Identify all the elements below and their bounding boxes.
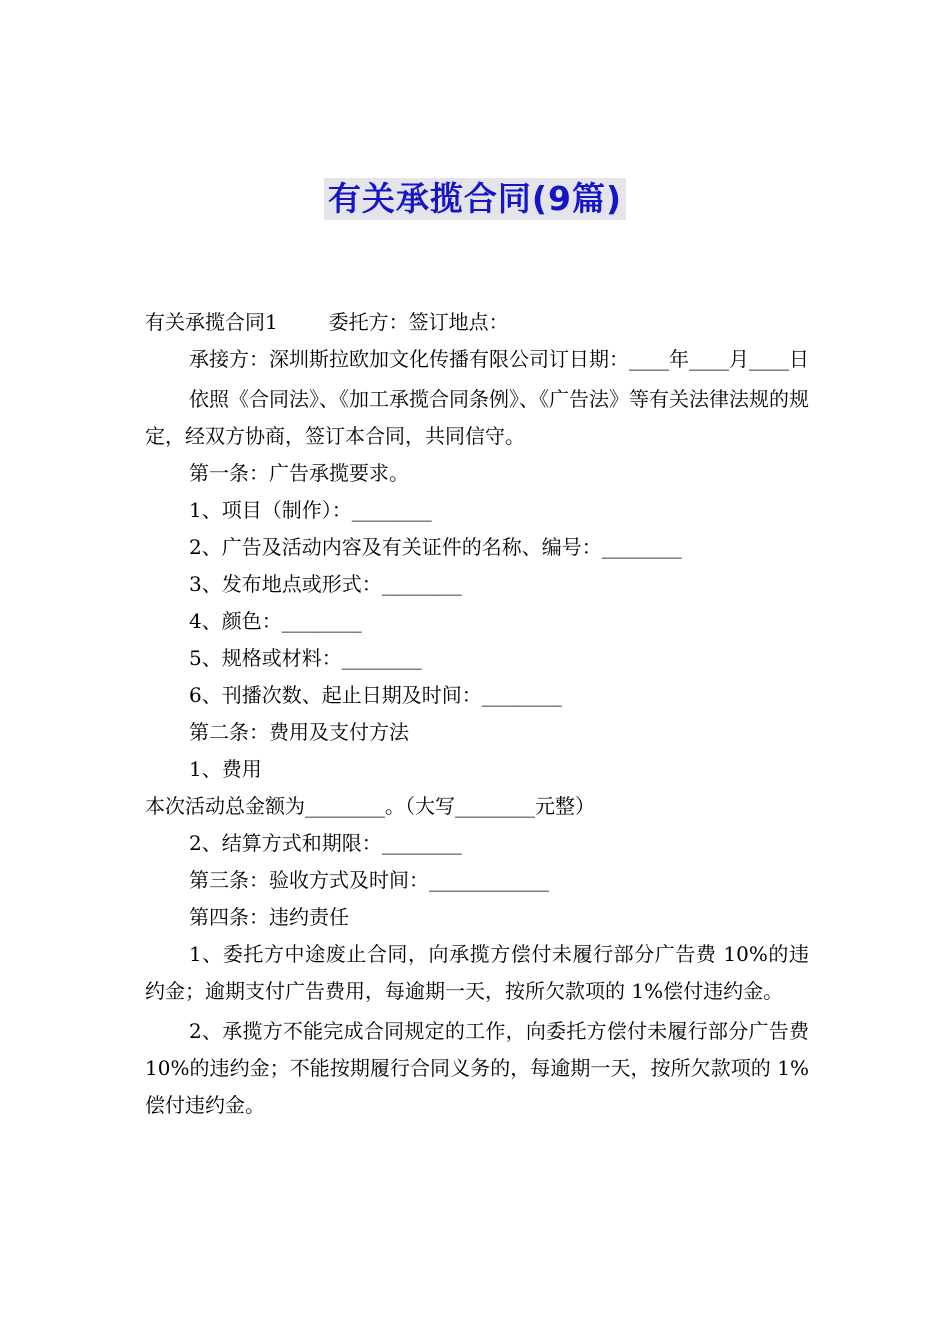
paragraph: 有关承揽合同1 委托方：签订地点：	[145, 310, 509, 334]
paragraph: 本次活动总金额为________。（大写________元整）	[145, 794, 595, 818]
list-item: 3、发布地点或形式：________	[189, 572, 462, 596]
list-item: 1、项目（制作）：________	[189, 498, 432, 522]
section-heading: 第四条：违约责任	[189, 905, 349, 929]
document-title: 有关承揽合同(9篇)	[324, 178, 626, 220]
list-item: 4、颜色：________	[189, 609, 362, 633]
paragraph: 依照《合同法》、《加工承揽合同条例》、《广告法》等有关法律法规的规定，经双方协商，签订本合同，共同信守。	[145, 387, 809, 448]
list-item: 5、规格或材料：________	[189, 646, 422, 670]
list-item: 6、刊播次数、起止日期及时间：________	[189, 683, 562, 707]
list-item: 2、结算方式和期限：________	[189, 831, 462, 855]
section-heading: 第三条：验收方式及时间：____________	[189, 868, 549, 892]
list-item: 1、委托方中途废止合同，向承揽方偿付未履行部分广告费 10%的违约金；逾期支付广告费用，每逾期一天，按所欠款项的 1%偿付违约金。	[145, 942, 809, 1003]
list-item: 1、费用	[189, 757, 262, 781]
paragraph: 承接方：深圳斯拉欧加文化传播有限公司订日期：____年____月____日	[189, 347, 809, 371]
document-body	[145, 304, 816, 1124]
list-item: 2、承揽方不能完成合同规定的工作，向委托方偿付未履行部分广告费 10%的违约金；不能按期履行合同义务的，每逾期一天，按所欠款项的 1%偿付违约金。	[145, 1019, 816, 1117]
paragraph: 第一条：广告承揽要求。	[189, 461, 409, 485]
list-item: 2、广告及活动内容及有关证件的名称、编号：________	[189, 535, 682, 559]
section-heading: 第二条：费用及支付方法	[189, 720, 409, 744]
title-container	[0, 178, 950, 220]
